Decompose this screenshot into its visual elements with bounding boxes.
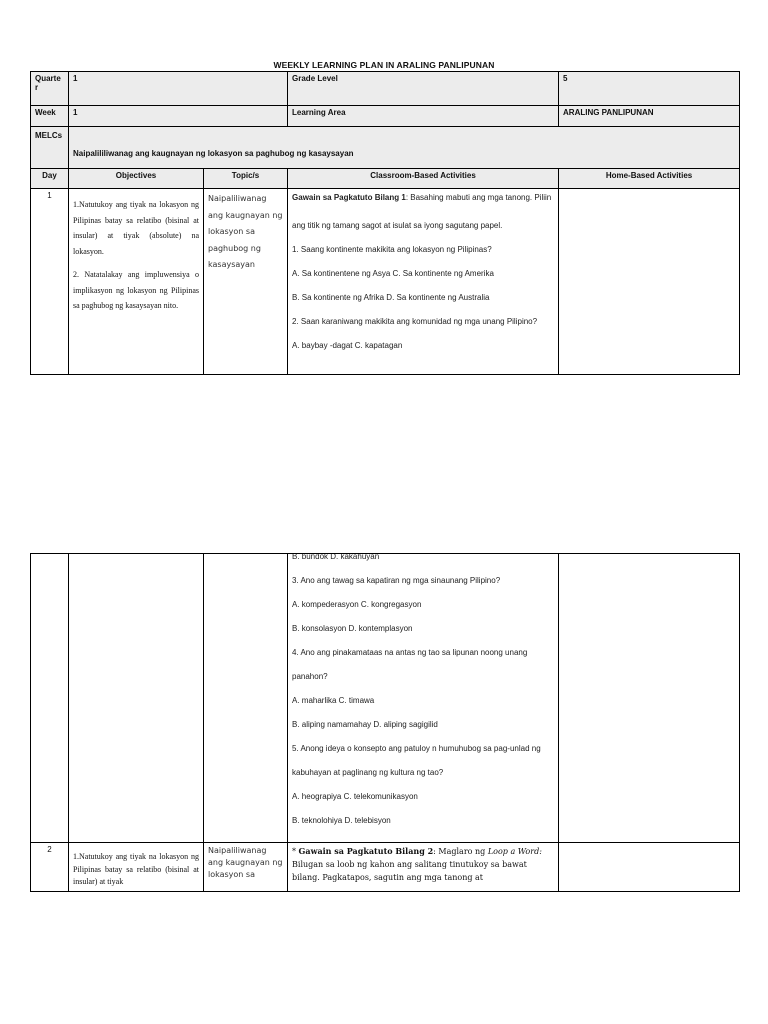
quarter-value: 1: [69, 72, 288, 106]
quarter-label: Quarte r: [31, 72, 69, 106]
grade-label: Grade Level: [288, 72, 559, 106]
learning-plan-table: [30, 71, 740, 375]
objectives-cell-empty: [69, 554, 204, 843]
activity-line: A. maharlika C. timawa: [292, 696, 375, 705]
topic-cell-empty: [204, 554, 288, 843]
melcs-label: MELCs: [31, 127, 69, 169]
objective-item: 1.Natutukoy ang tiyak na lokasyon ng Pilipinas batay sa relatibo (bisinal at insular) at tiyak: [73, 852, 199, 886]
learning-plan-table-continued: [30, 553, 740, 892]
activity-line: 2. Saan karaniwang makikita ang komunidad ng mga unang Pilipino?: [292, 317, 538, 326]
activity-line: B. Sa kontinente ng Afrika D. Sa kontinente ng Australia: [292, 293, 490, 302]
col-day-header: Day: [31, 169, 69, 189]
activity-instruction: : Basahing mabuti ang mga tanong. Piliin: [405, 193, 552, 202]
activity-line: B. teknolohiya D. telebisyon: [292, 816, 391, 825]
home-activities-cell: [559, 554, 740, 843]
activity-game-name: Loop a Word:: [487, 847, 542, 856]
activity-line: B. bundok D. kakahuyan: [292, 553, 380, 561]
week-value: 1: [69, 106, 288, 127]
col-topics-header: Topic/s: [204, 169, 288, 189]
col-objectives-header: Objectives: [69, 169, 204, 189]
classroom-activities-cell: [288, 554, 559, 843]
activity-line: 3. Ano ang tawag sa kapatiran ng mga sinaunang Pilipino?: [292, 576, 501, 585]
activity-line: 5. Anong ideya o konsepto ang patuloy n humuhubog sa pag-unlad ng: [292, 744, 541, 753]
activity-line: 1. Saang kontinente makikita ang lokasyon ng Pilipinas?: [292, 245, 492, 254]
home-activities-cell: [559, 189, 740, 375]
activity-line: B. aliping namamahay D. aliping sagigilid: [292, 720, 438, 729]
table-row: [31, 843, 740, 892]
activity-line: B. konsolasyon D. kontemplasyon: [292, 624, 413, 633]
activity-title: Gawain sa Pagkatuto Bilang 1: [292, 193, 406, 202]
activity-line: A. baybay -dagat C. kapatagan: [292, 341, 403, 350]
grade-value: 5: [559, 72, 740, 106]
week-label: Week: [31, 106, 69, 127]
topic-cell: Naipaliliwanag ang kaugnayan ng lokasyon sa: [204, 843, 288, 892]
col-classroom-header: Classroom-Based Activities: [288, 169, 559, 189]
activity-line: 4. Ano ang pinakamataas na antas ng tao sa lipunan noong unang: [292, 648, 528, 657]
classroom-activities-cell: [288, 189, 559, 375]
table-row: [31, 554, 740, 843]
objective-item: 2. Natatalakay ang impluwensiya o implikasyon ng lokasyon ng Pilipinas sa paghubog ng kasaysayan nito.: [73, 270, 199, 310]
area-value: ARALING PANLIPUNAN: [559, 106, 740, 127]
classroom-activities-cell: [288, 843, 559, 892]
objective-item: 1.Natutukoy ang tiyak na lokasyon ng Pilipinas batay sa relatibo (bisinal at insular) at tiyak (absolute) na lokasyon.: [73, 200, 199, 256]
activity-line: panahon?: [292, 672, 328, 681]
objectives-cell: [69, 843, 204, 892]
home-activities-cell: [559, 843, 740, 892]
activity-bullet: *: [292, 847, 296, 856]
activity-line: ang titik ng tamang sagot at isulat sa iyong sagutang papel.: [292, 221, 503, 230]
day-number: 1: [31, 189, 69, 375]
page-title: WEEKLY LEARNING PLAN IN ARALING PANLIPUNAN: [273, 60, 495, 70]
day-cell-empty: [31, 554, 69, 843]
day-number: 2: [31, 843, 69, 892]
topic-cell: Naipaliliwanag ang kaugnayan ng lokasyon sa paghubog ng kasaysayan: [204, 189, 288, 375]
activity-text: Bilugan sa loob ng kahon ang salitang tinutukoy sa bawat bilang. Pagkatapos, sagutin ang mga tanong at: [292, 860, 527, 882]
activity-line: A. Sa kontinentene ng Asya C. Sa kontinente ng Amerika: [292, 269, 494, 278]
objectives-cell: [69, 189, 204, 375]
activity-text: : Maglaro ng: [433, 847, 488, 856]
activity-line: kabuhayan at paglinang ng kultura ng tao?: [292, 768, 444, 777]
activity-title: Gawain sa Pagkatuto Bilang 2: [298, 846, 434, 856]
melcs-cell: [69, 127, 740, 169]
activity-line: A. kompederasyon C. kongregasyon: [292, 600, 422, 609]
col-home-header: Home-Based Activities: [559, 169, 740, 189]
table-row: [31, 189, 740, 375]
activity-line: A. heograpiya C. telekomunikasyon: [292, 792, 418, 801]
melcs-value: Naipalililiwanag ang kaugnayan ng lokasyon sa paghubog ng kasaysayan: [73, 149, 354, 158]
area-label: Learning Area: [288, 106, 559, 127]
